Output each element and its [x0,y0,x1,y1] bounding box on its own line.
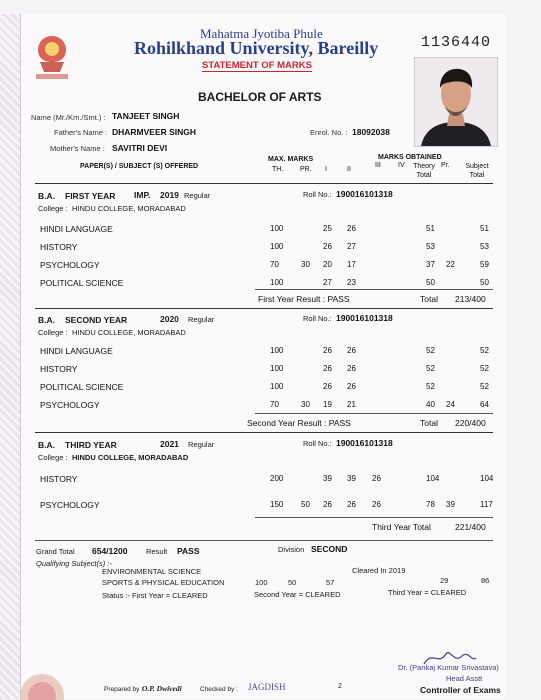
controller-of-exams: Controller of Exams [420,685,501,695]
mark-tt: 53 [426,242,435,251]
mark-st: 52 [480,346,489,355]
status-third-year: Third Year = CLEARED [388,588,467,597]
mark-st: 52 [480,382,489,391]
mark-i: 20 [323,260,332,269]
year-course: B.A. [38,315,55,325]
mark-i: 25 [323,224,332,233]
status-first-year: Status :- First Year = CLEARED [102,591,208,600]
year-session: 2019 [160,190,179,200]
mark-ii: 26 [347,364,356,373]
year-result: Second Year Result : PASS [247,418,351,428]
mark-iii: 26 [372,500,381,509]
result-rule [255,517,493,518]
sports-total: 86 [481,576,490,585]
subject-name: POLITICAL SCIENCE [40,278,124,288]
col-th: TH. [272,166,284,173]
col-iii: III [375,162,381,169]
university-line1: Mahatma Jyotiba Phule [200,26,323,41]
mark-th: 70 [270,400,279,409]
section-rule [35,432,493,433]
total-label: Total [420,294,438,304]
roll-number: 190016101318 [336,189,393,199]
total-label: Total [420,418,438,428]
col-marks-obtained: MARKS OBTAINED [378,154,442,161]
signatory-role: Head Asstt [446,674,483,683]
grand-total-label: Grand Total [36,547,75,556]
mark-st: 59 [480,260,489,269]
mark-st: 50 [480,278,489,287]
mark-th: 200 [270,474,284,483]
mark-th: 100 [270,278,284,287]
signatory-name: Dr. (Pankaj Kumar Srivastava) [398,663,499,672]
mark-th: 100 [270,346,284,355]
subject-name: PSYCHOLOGY [40,400,100,410]
roll-label: Roll No.: [303,314,332,323]
year-type: Regular [188,315,215,324]
name-label: Name (Mr./Km./Smt.) : [31,113,106,122]
statement-title: STATEMENT OF MARKS [202,60,312,71]
summary-rule [35,540,493,541]
mark-tt: 78 [426,500,435,509]
mark-ii: 27 [347,242,356,251]
sports-max2: 50 [288,578,297,587]
sports-obtained1: 57 [326,578,335,587]
student-name: TANJEET SINGH [112,111,180,121]
mark-tt: 52 [426,364,435,373]
division-label: Division [278,545,305,554]
mark-tt: 52 [426,346,435,355]
roll-label: Roll No.: [303,439,332,448]
university-emblem-icon [30,32,74,82]
roll-number: 190016101318 [336,313,393,323]
student-photo [414,57,498,147]
division-value: SECOND [311,544,348,554]
mark-st: 117 [480,500,493,509]
result-rule [255,289,493,290]
mark-th: 70 [270,260,279,269]
college-label: College : [38,204,68,213]
mark-st: 51 [480,224,489,233]
sports-max1: 100 [255,578,268,587]
mark-st: 52 [480,364,489,373]
year-total: 221/400 [455,522,486,532]
mark-ii: 26 [347,224,356,233]
enrol-label: Enrol. No. : [310,128,348,137]
mark-th: 100 [270,242,284,251]
roll-label: Roll No.: [303,190,332,199]
subject-name: PSYCHOLOGY [40,260,100,270]
year-total: 213/400 [455,294,486,304]
subject-name: HISTORY [40,364,78,374]
university-name: Rohilkhand University, Bareilly [134,38,379,58]
mark-pr: 30 [301,260,310,269]
prepared-by: O.P. Dwivedi [142,684,182,693]
env-science: ENVIRONMENTAL SCIENCE [102,567,202,576]
year-total: 220/400 [455,418,486,428]
mark-p2: 22 [446,260,455,269]
mark-st: 104 [480,474,494,483]
college-label: College : [38,328,68,337]
sports-subject: SPORTS & PHYSICAL EDUCATION [102,578,225,587]
mark-ii: 39 [347,474,356,483]
mark-ii: 17 [347,260,356,269]
college-name: HINDU COLLEGE, MORADABAD [72,453,189,462]
col-subject-total: Subject Total [465,163,489,179]
mark-ii: 26 [347,500,356,509]
mark-ii: 26 [347,382,356,391]
mark-pr: 50 [301,500,310,509]
mark-p2: 24 [446,400,455,409]
sports-obtained2: 29 [440,576,449,585]
year-name: THIRD YEAR [65,440,117,450]
father-name: DHARMVEER SINGH [112,127,197,137]
year-type: Regular [184,191,211,200]
degree-title: BACHELOR OF ARTS [198,90,322,104]
col-pr: PR. [300,166,312,173]
col-theory-total: Theory Total [413,163,435,179]
year-result: Third Year Total [372,522,431,532]
left-security-border [0,14,20,700]
mark-i: 27 [323,278,332,287]
mother-label: Mother's Name : [50,144,105,153]
col-iv: IV [398,162,405,169]
mark-i: 19 [323,400,332,409]
mark-i: 26 [323,500,332,509]
mark-th: 100 [270,364,284,373]
mother-name: SAVITRI DEVI [112,143,168,153]
mark-tt: 37 [426,260,435,269]
section-rule [35,308,493,309]
college-label: College : [38,453,68,462]
header-rule [35,183,493,184]
mark-ii: 23 [347,278,356,287]
mark-st: 64 [480,400,489,409]
mark-i: 39 [323,474,332,483]
year-session: 2020 [160,314,179,324]
year-name: FIRST YEAR [65,191,116,201]
qualifying-label: Qualifying Subject(s) :- [36,559,112,568]
mark-tt: 50 [426,278,435,287]
subject-name: HINDI LANGUAGE [40,224,113,234]
year-name: SECOND YEAR [65,315,128,325]
mark-th: 100 [270,224,284,233]
col-ii: II [347,166,351,173]
mark-p2: 39 [446,500,455,509]
student-portrait-icon [415,58,497,146]
result-label: Result [146,547,168,556]
mark-pr: 30 [301,400,310,409]
col-i: I [325,166,327,173]
year-type: Regular [188,440,215,449]
roll-number: 190016101318 [336,438,393,448]
year-course: B.A. [38,191,55,201]
year-course: B.A. [38,440,55,450]
footer-number: 2 [338,683,342,690]
mark-tt: 104 [426,474,440,483]
subject-name: HISTORY [40,242,78,252]
grand-total-value: 654/1200 [92,546,128,556]
hologram-seal-icon [20,670,64,700]
college-name: HINDU COLLEGE, MORADABAD [72,204,186,213]
col-max-marks: MAX. MARKS [268,156,314,163]
college-name: HINDU COLLEGE, MORADABAD [72,328,186,337]
col-papers: PAPER(S) / SUBJECT (S) OFFERED [80,163,199,170]
enrol-number: 18092038 [352,127,390,137]
mark-i: 26 [323,346,332,355]
mark-tt: 40 [426,400,435,409]
mark-tt: 51 [426,224,435,233]
mark-st: 53 [480,242,489,251]
mark-i: 26 [323,382,332,391]
mark-ii: 26 [347,346,356,355]
year-result: First Year Result : PASS [258,294,350,304]
subject-name: HISTORY [40,474,78,484]
mark-th: 150 [270,500,284,509]
mark-iii: 26 [372,474,381,483]
serial-number: 1136440 [421,34,492,51]
checked-label: Checked by : [200,686,238,693]
result-rule [255,413,493,414]
subject-name: HINDI LANGUAGE [40,346,113,356]
cleared-in: Cleared In 2019 [352,566,406,575]
status-second-year: Second Year = CLEARED [254,590,341,599]
subject-name: PSYCHOLOGY [40,500,100,510]
father-label: Father's Name : [54,128,108,137]
subject-name: POLITICAL SCIENCE [40,382,124,392]
col-pr2: Pr. [441,162,450,169]
checked-by-signature: JAGDISH [248,682,286,692]
mark-i: 26 [323,364,332,373]
year-imp: IMP. [134,190,151,200]
year-session: 2021 [160,439,179,449]
result-value: PASS [177,546,200,556]
mark-th: 100 [270,382,284,391]
mark-ii: 21 [347,400,356,409]
mark-i: 26 [323,242,332,251]
mark-tt: 52 [426,382,435,391]
prepared-label: Prepared by : [104,686,144,693]
